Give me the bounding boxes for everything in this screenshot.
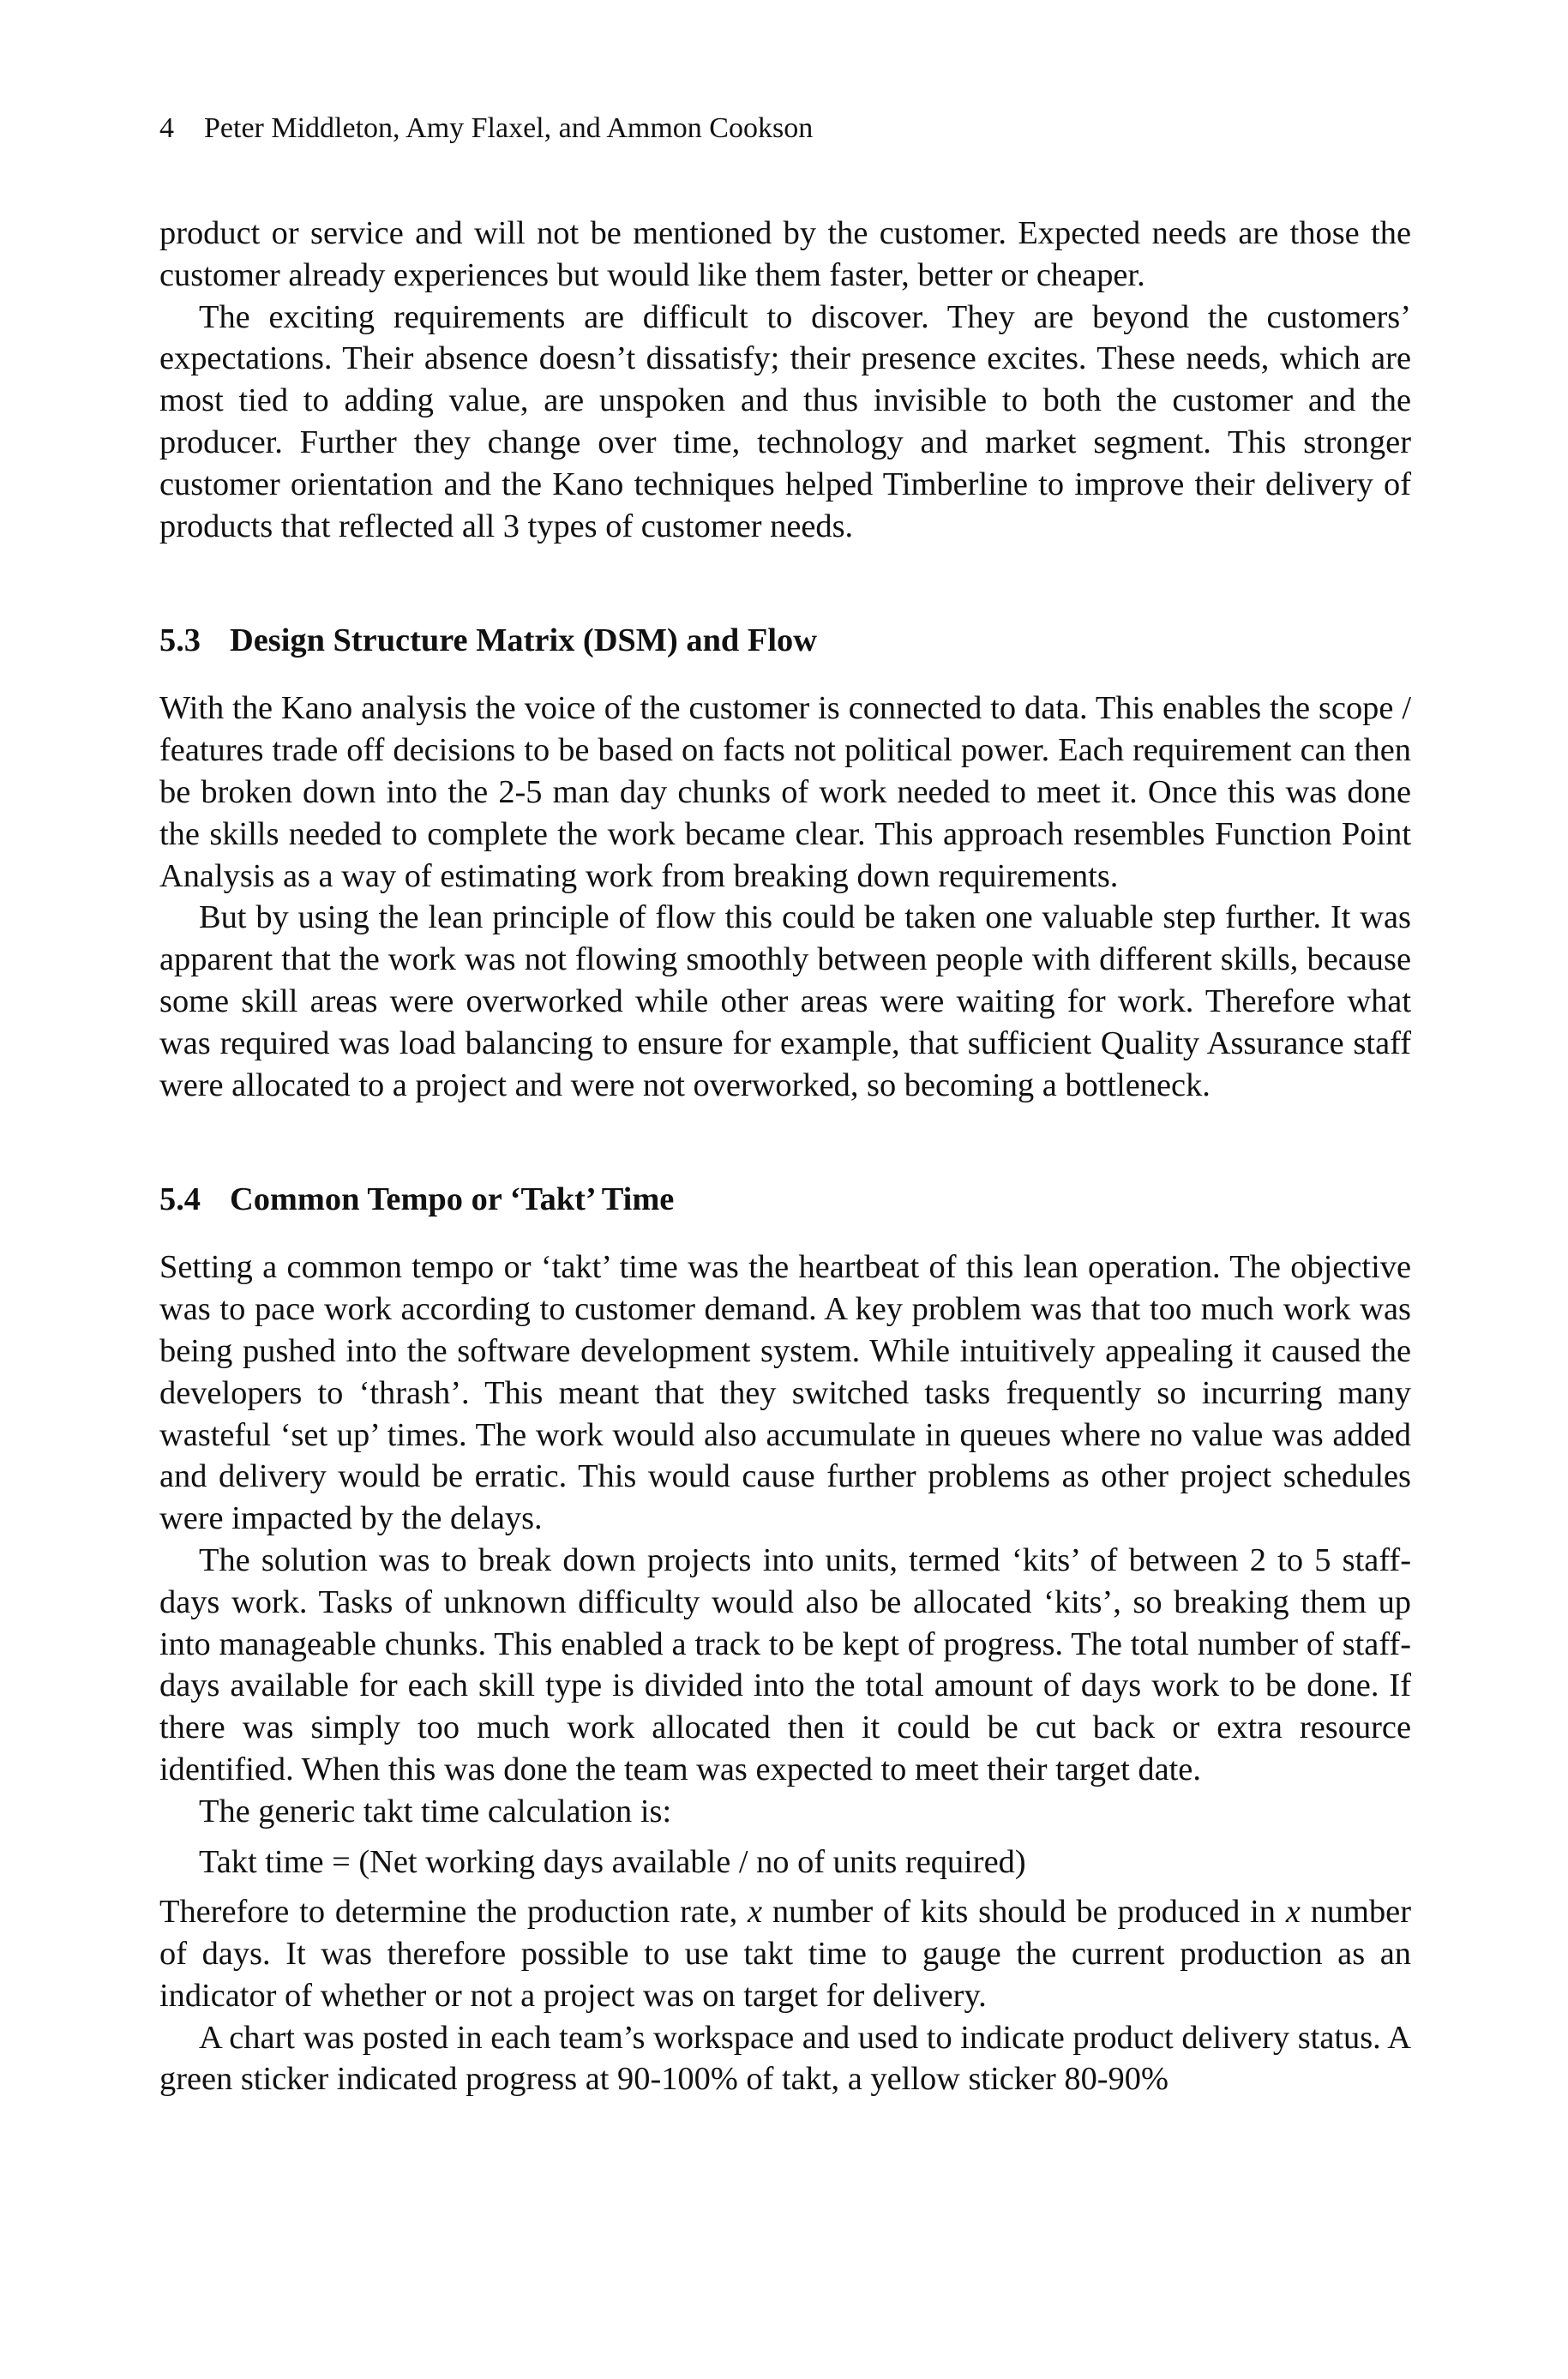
takt-time-formula: Takt time = (Net working days available / no of units required) bbox=[199, 1843, 1026, 1880]
paragraph-expected-needs: product or service and will not be mentioned by the customer. Expected needs are those the customer already experiences but would like them faster, better or cheaper. bbox=[159, 215, 1411, 293]
variable-x-2: x bbox=[1285, 1894, 1301, 1931]
section-title-5-3: Design Structure Matrix (DSM) and Flow bbox=[230, 622, 817, 659]
running-header-authors: Peter Middleton, Amy Flaxel, and Ammon Cookson bbox=[204, 112, 814, 144]
section-title-5-4: Common Tempo or ‘Takt’ Time bbox=[230, 1181, 675, 1218]
production-rate-text-c: number of days. It was therefore possible to use takt time to gauge the current production as an indicator of whether or not a project was on target for delivery. bbox=[159, 1894, 1411, 2014]
production-rate-text-b: number of kits should be produced in bbox=[762, 1894, 1286, 1931]
paragraph-takt-intro: The generic takt time calculation is: bbox=[199, 1793, 672, 1829]
running-header bbox=[159, 103, 1411, 154]
page-number: 4 bbox=[159, 112, 174, 144]
section-heading-5-4 bbox=[159, 1178, 1411, 1221]
paragraph-production-rate bbox=[159, 1891, 1411, 2016]
section-heading-5-3 bbox=[159, 619, 1411, 662]
paragraph-common-tempo: Setting a common tempo or ‘takt’ time was the heartbeat of this lean operation. The objective was to pace work according to customer demand. A key problem was that too much work was being pushed into the software development system. While intuitively appealing it caused the developers to ‘thrash’. This meant that they switched tasks frequently so incurring many wasteful ‘set up’ times. The work would also accumulate in queues where no value was added and delivery would be erratic. This would cause further problems as other project schedules were impacted by the delays. bbox=[159, 1249, 1411, 1537]
production-rate-text-a: Therefore to determine the production rate, bbox=[159, 1894, 748, 1931]
paragraph-lean-flow: But by using the lean principle of flow this could be taken one valuable step further. It was apparent that the work was not flowing smoothly between people with different skills, because some skill areas were overworked while other areas were waiting for work. Therefore what was required was load balancing to ensure for example, that sufficient Quality Assurance staff were allocated to a project and were not overworked, so becoming a bottleneck. bbox=[159, 899, 1411, 1103]
page bbox=[159, 103, 1411, 2100]
paragraph-exciting-requirements: The exciting requirements are difficult to discover. They are beyond the customers’ expectations. Their absence doesn’t dissatisfy; their presence excites. These needs, which are most tied to adding value, are unspoken and thus invisible to both the customer and the producer. Further they change over time, technology and market segment. This stronger customer orientation and the Kano techniques helped Timberline to improve their delivery of products that reflected all 3 types of customer needs. bbox=[159, 298, 1411, 544]
section-number-5-4: 5.4 bbox=[159, 1181, 201, 1218]
paragraph-chart-stickers: A chart was posted in each team’s workspace and used to indicate product delivery status. A green sticker indicated progress at 90-100% of takt, a yellow sticker 80-90% bbox=[159, 2019, 1411, 2098]
section-number-5-3: 5.3 bbox=[159, 622, 201, 659]
variable-x-1: x bbox=[748, 1894, 763, 1931]
paragraph-kits-solution: The solution was to break down projects into units, termed ‘kits’ of between 2 to 5 staff-days work. Tasks of unknown difficulty would also be allocated ‘kits’, so breaking them up into manageable chunks. This enabled a track to be kept of progress. The total number of staff-days available for each skill type is divided into the total amount of days work to be done. If there was simply too much work allocated then it could be cut back or extra resource identified. When this was done the team was expected to meet their target date. bbox=[159, 1541, 1411, 1787]
paragraph-kano-analysis: With the Kano analysis the voice of the customer is connected to data. This enables the scope / features trade off decisions to be based on facts not political power. Each requirement can then be broken down into the 2-5 man day chunks of work needed to meet it. Once this was done the skills needed to complete the work became clear. This approach resembles Function Point Analysis as a way of estimating work from breaking down requirements. bbox=[159, 690, 1411, 894]
